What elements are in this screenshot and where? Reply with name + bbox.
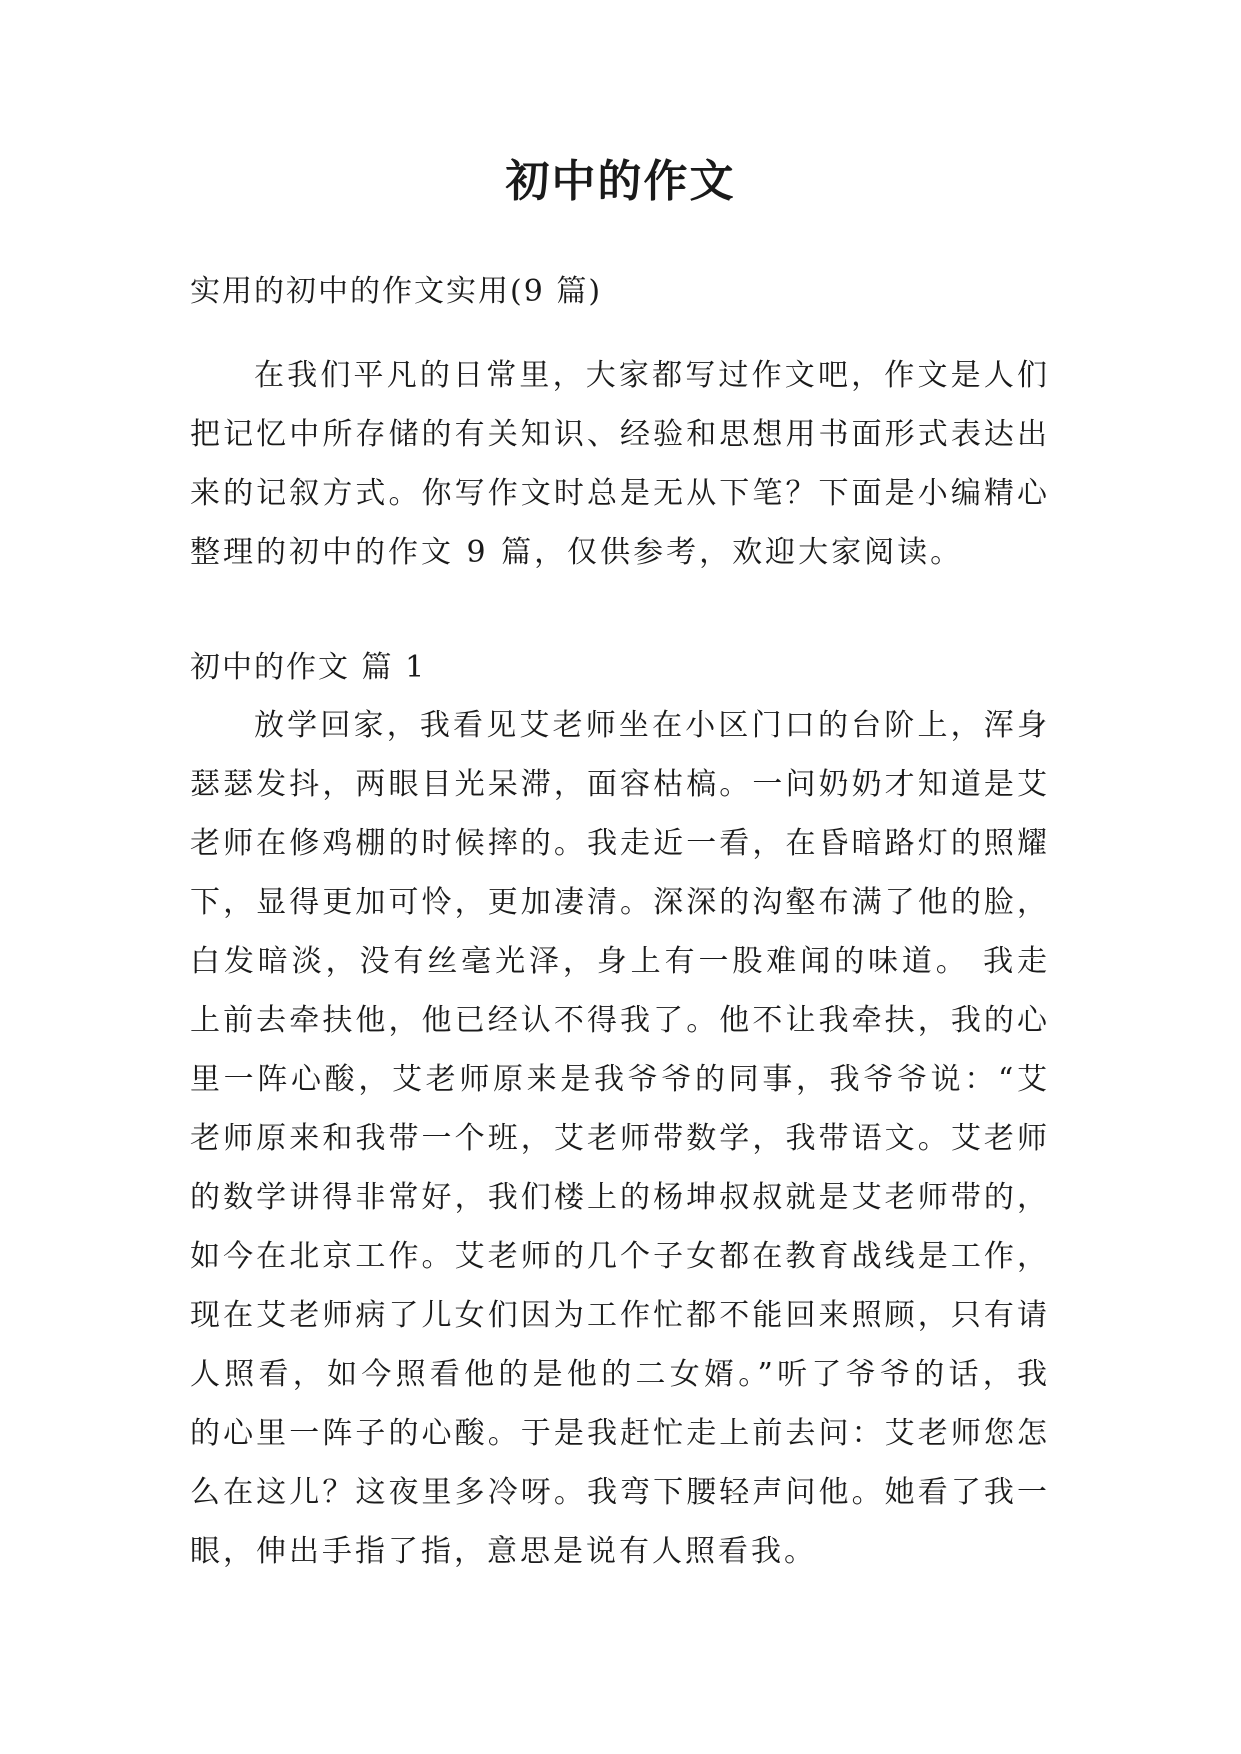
intro-paragraph: 在我们平凡的日常里，大家都写过作文吧，作文是人们把记忆中所存储的有关知识、经验和思想用书面形式表达出来的记叙方式。你写作文时总是无从下笔？下面是小编精心整理的初中的作文 9 篇，仅供参考，欢迎大家阅读。 bbox=[190, 358, 1050, 570]
document-subtitle: 实用的初中的作文实用(9 篇) bbox=[190, 274, 603, 309]
document-title: 初中的作文 bbox=[505, 156, 736, 207]
section-heading: 初中的作文 篇 1 bbox=[190, 650, 427, 685]
section-body-paragraph: 放学回家，我看见艾老师坐在小区门口的台阶上，浑身瑟瑟发抖，两眼目光呆滞，面容枯槁。一问奶奶才知道是艾老师在修鸡棚的时候摔的。我走近一看，在昏暗路灯的照耀下，显得更加可怜，更加凄清。深深的沟壑布满了他的脸，白发暗淡，没有丝毫光泽，身上有一股难闻的味道。 我走上前去牵扶他，他已经认不得我了。他不让我牵扶，我的心里一阵心酸，艾老师原来是我爷爷的同事，我爷爷说：“艾老师原来和我带一个班，艾老师带数学，我带语文。艾老师的数学讲得非常好，我们楼上的杨坤叔叔就是艾老师带的，如今在北京工作。艾老师的几个子女都在教育战线是工作，现在艾老师病了儿女们因为工作忙都不能回来照顾，只有请人照看，如今照看他的是他的二女婿。”听了爷爷的话，我的心里一阵子的心酸。于是我赶忙走上前去问：艾老师您怎么在这儿？这夜里多冷呀。我弯下腰轻声问他。她看了我一眼，伸出手指了指，意思是说有人照看我。 bbox=[190, 708, 1050, 1569]
